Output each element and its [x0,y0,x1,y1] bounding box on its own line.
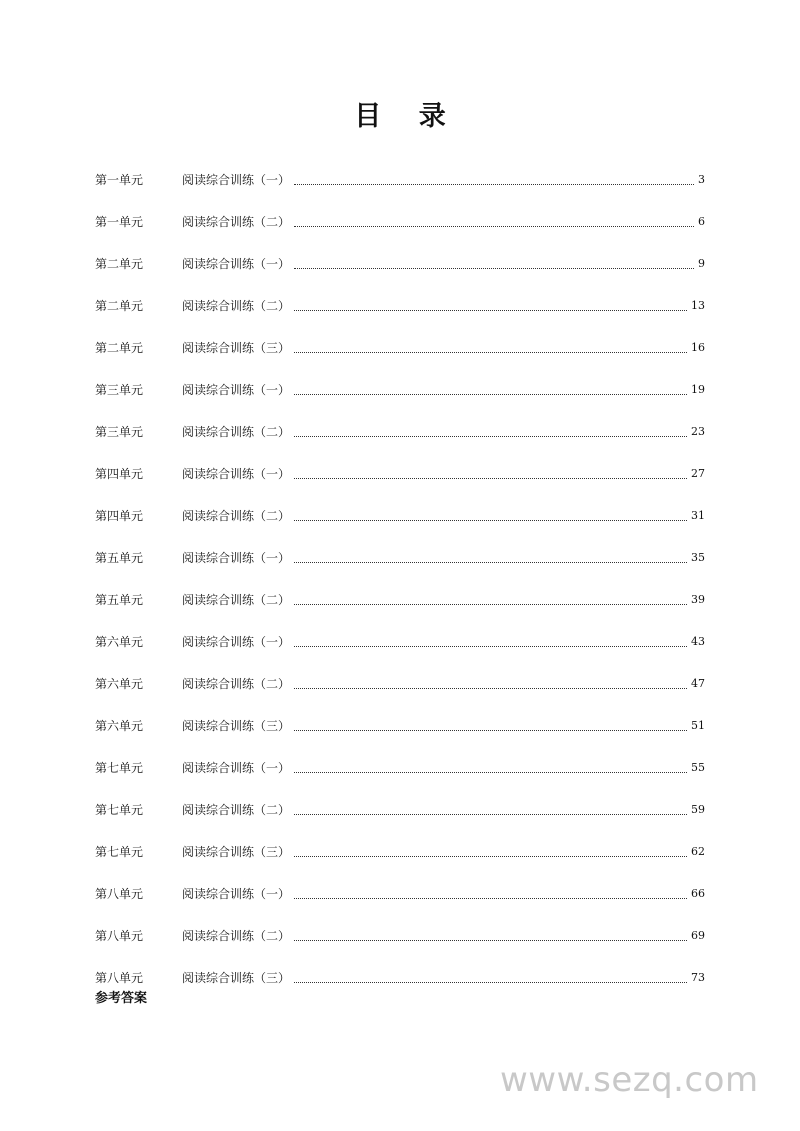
toc-leader-dots [294,646,687,647]
toc-title: 阅读综合训练（二） [182,803,291,817]
toc-unit: 第八单元 [95,887,144,901]
toc-leader-dots [294,436,687,437]
toc-page-number: 59 [691,803,705,816]
toc-entry [95,705,705,747]
toc-leader-dots [294,478,687,479]
toc-entry [95,453,705,495]
toc-page-number: 16 [691,341,705,354]
toc-unit: 第四单元 [95,467,144,481]
toc-leader-dots [294,520,687,521]
toc-entry [95,663,705,705]
toc-leader-dots [294,226,694,227]
toc-leader-dots [294,730,687,731]
toc-leader-dots [294,898,687,899]
toc-title: 阅读综合训练（三） [182,341,291,355]
table-of-contents [95,159,705,999]
page-title: 目 录 [354,101,460,132]
toc-unit: 第八单元 [95,929,144,943]
toc-entry [95,537,705,579]
toc-title: 阅读综合训练（一） [182,887,291,901]
toc-leader-dots [294,982,687,983]
toc-page-number: 55 [691,761,705,774]
answer-key-label: 参考答案 [95,991,148,1006]
toc-entry [95,369,705,411]
toc-unit: 第二单元 [95,341,144,355]
watermark: www.sezq.com [500,1060,759,1100]
toc-page-number: 62 [691,845,705,858]
toc-leader-dots [294,268,694,269]
toc-entry [95,201,705,243]
toc-page-number: 66 [691,887,705,900]
toc-leader-dots [294,772,687,773]
toc-unit: 第七单元 [95,845,144,859]
toc-entry [95,915,705,957]
toc-title: 阅读综合训练（一） [182,383,291,397]
toc-title: 阅读综合训练（一） [182,635,291,649]
toc-title: 阅读综合训练（二） [182,425,291,439]
toc-entry [95,957,705,999]
toc-title: 阅读综合训练（二） [182,299,291,313]
toc-unit: 第二单元 [95,299,144,313]
toc-page-number: 73 [691,971,705,984]
toc-title: 阅读综合训练（一） [182,467,291,481]
toc-entry [95,159,705,201]
toc-page-number: 43 [691,635,705,648]
toc-unit: 第二单元 [95,257,144,271]
toc-entry [95,621,705,663]
toc-page-number: 47 [691,677,705,690]
toc-leader-dots [294,604,687,605]
toc-unit: 第一单元 [95,215,144,229]
toc-page-number: 23 [691,425,705,438]
toc-unit: 第八单元 [95,971,144,985]
toc-unit: 第七单元 [95,761,144,775]
toc-entry [95,789,705,831]
toc-title: 阅读综合训练（三） [182,719,291,733]
toc-title: 阅读综合训练（二） [182,929,291,943]
toc-page-number: 3 [698,173,705,186]
toc-entry [95,411,705,453]
toc-leader-dots [294,562,687,563]
toc-entry [95,873,705,915]
toc-title: 阅读综合训练（二） [182,593,291,607]
toc-leader-dots [294,352,687,353]
toc-page-number: 9 [698,257,705,270]
toc-title: 阅读综合训练（一） [182,257,291,271]
toc-unit: 第六单元 [95,719,144,733]
toc-unit: 第三单元 [95,425,144,439]
toc-leader-dots [294,688,687,689]
toc-page-number: 13 [691,299,705,312]
toc-unit: 第六单元 [95,677,144,691]
toc-title: 阅读综合训练（二） [182,215,291,229]
toc-entry [95,747,705,789]
toc-leader-dots [294,940,687,941]
toc-leader-dots [294,394,687,395]
toc-title: 阅读综合训练（三） [182,845,291,859]
toc-entry [95,831,705,873]
toc-unit: 第七单元 [95,803,144,817]
toc-unit: 第五单元 [95,593,144,607]
toc-title: 阅读综合训练（一） [182,551,291,565]
toc-page-number: 39 [691,593,705,606]
toc-title: 阅读综合训练（二） [182,677,291,691]
toc-page-number: 19 [691,383,705,396]
toc-entry [95,243,705,285]
toc-title: 阅读综合训练（二） [182,509,291,523]
toc-entry [95,495,705,537]
toc-unit: 第五单元 [95,551,144,565]
toc-unit: 第四单元 [95,509,144,523]
toc-title: 阅读综合训练（一） [182,173,291,187]
toc-unit: 第一单元 [95,173,144,187]
toc-page-number: 51 [691,719,705,732]
toc-unit: 第三单元 [95,383,144,397]
toc-title: 阅读综合训练（三） [182,971,291,985]
toc-entry [95,327,705,369]
toc-leader-dots [294,856,687,857]
toc-entry [95,285,705,327]
toc-title: 阅读综合训练（一） [182,761,291,775]
toc-leader-dots [294,310,687,311]
toc-leader-dots [294,814,687,815]
toc-page-number: 27 [691,467,705,480]
toc-page-number: 6 [698,215,705,228]
toc-entry [95,579,705,621]
toc-page-number: 31 [691,509,705,522]
toc-page-number: 35 [691,551,705,564]
toc-unit: 第六单元 [95,635,144,649]
toc-leader-dots [294,184,694,185]
toc-page-number: 69 [691,929,705,942]
